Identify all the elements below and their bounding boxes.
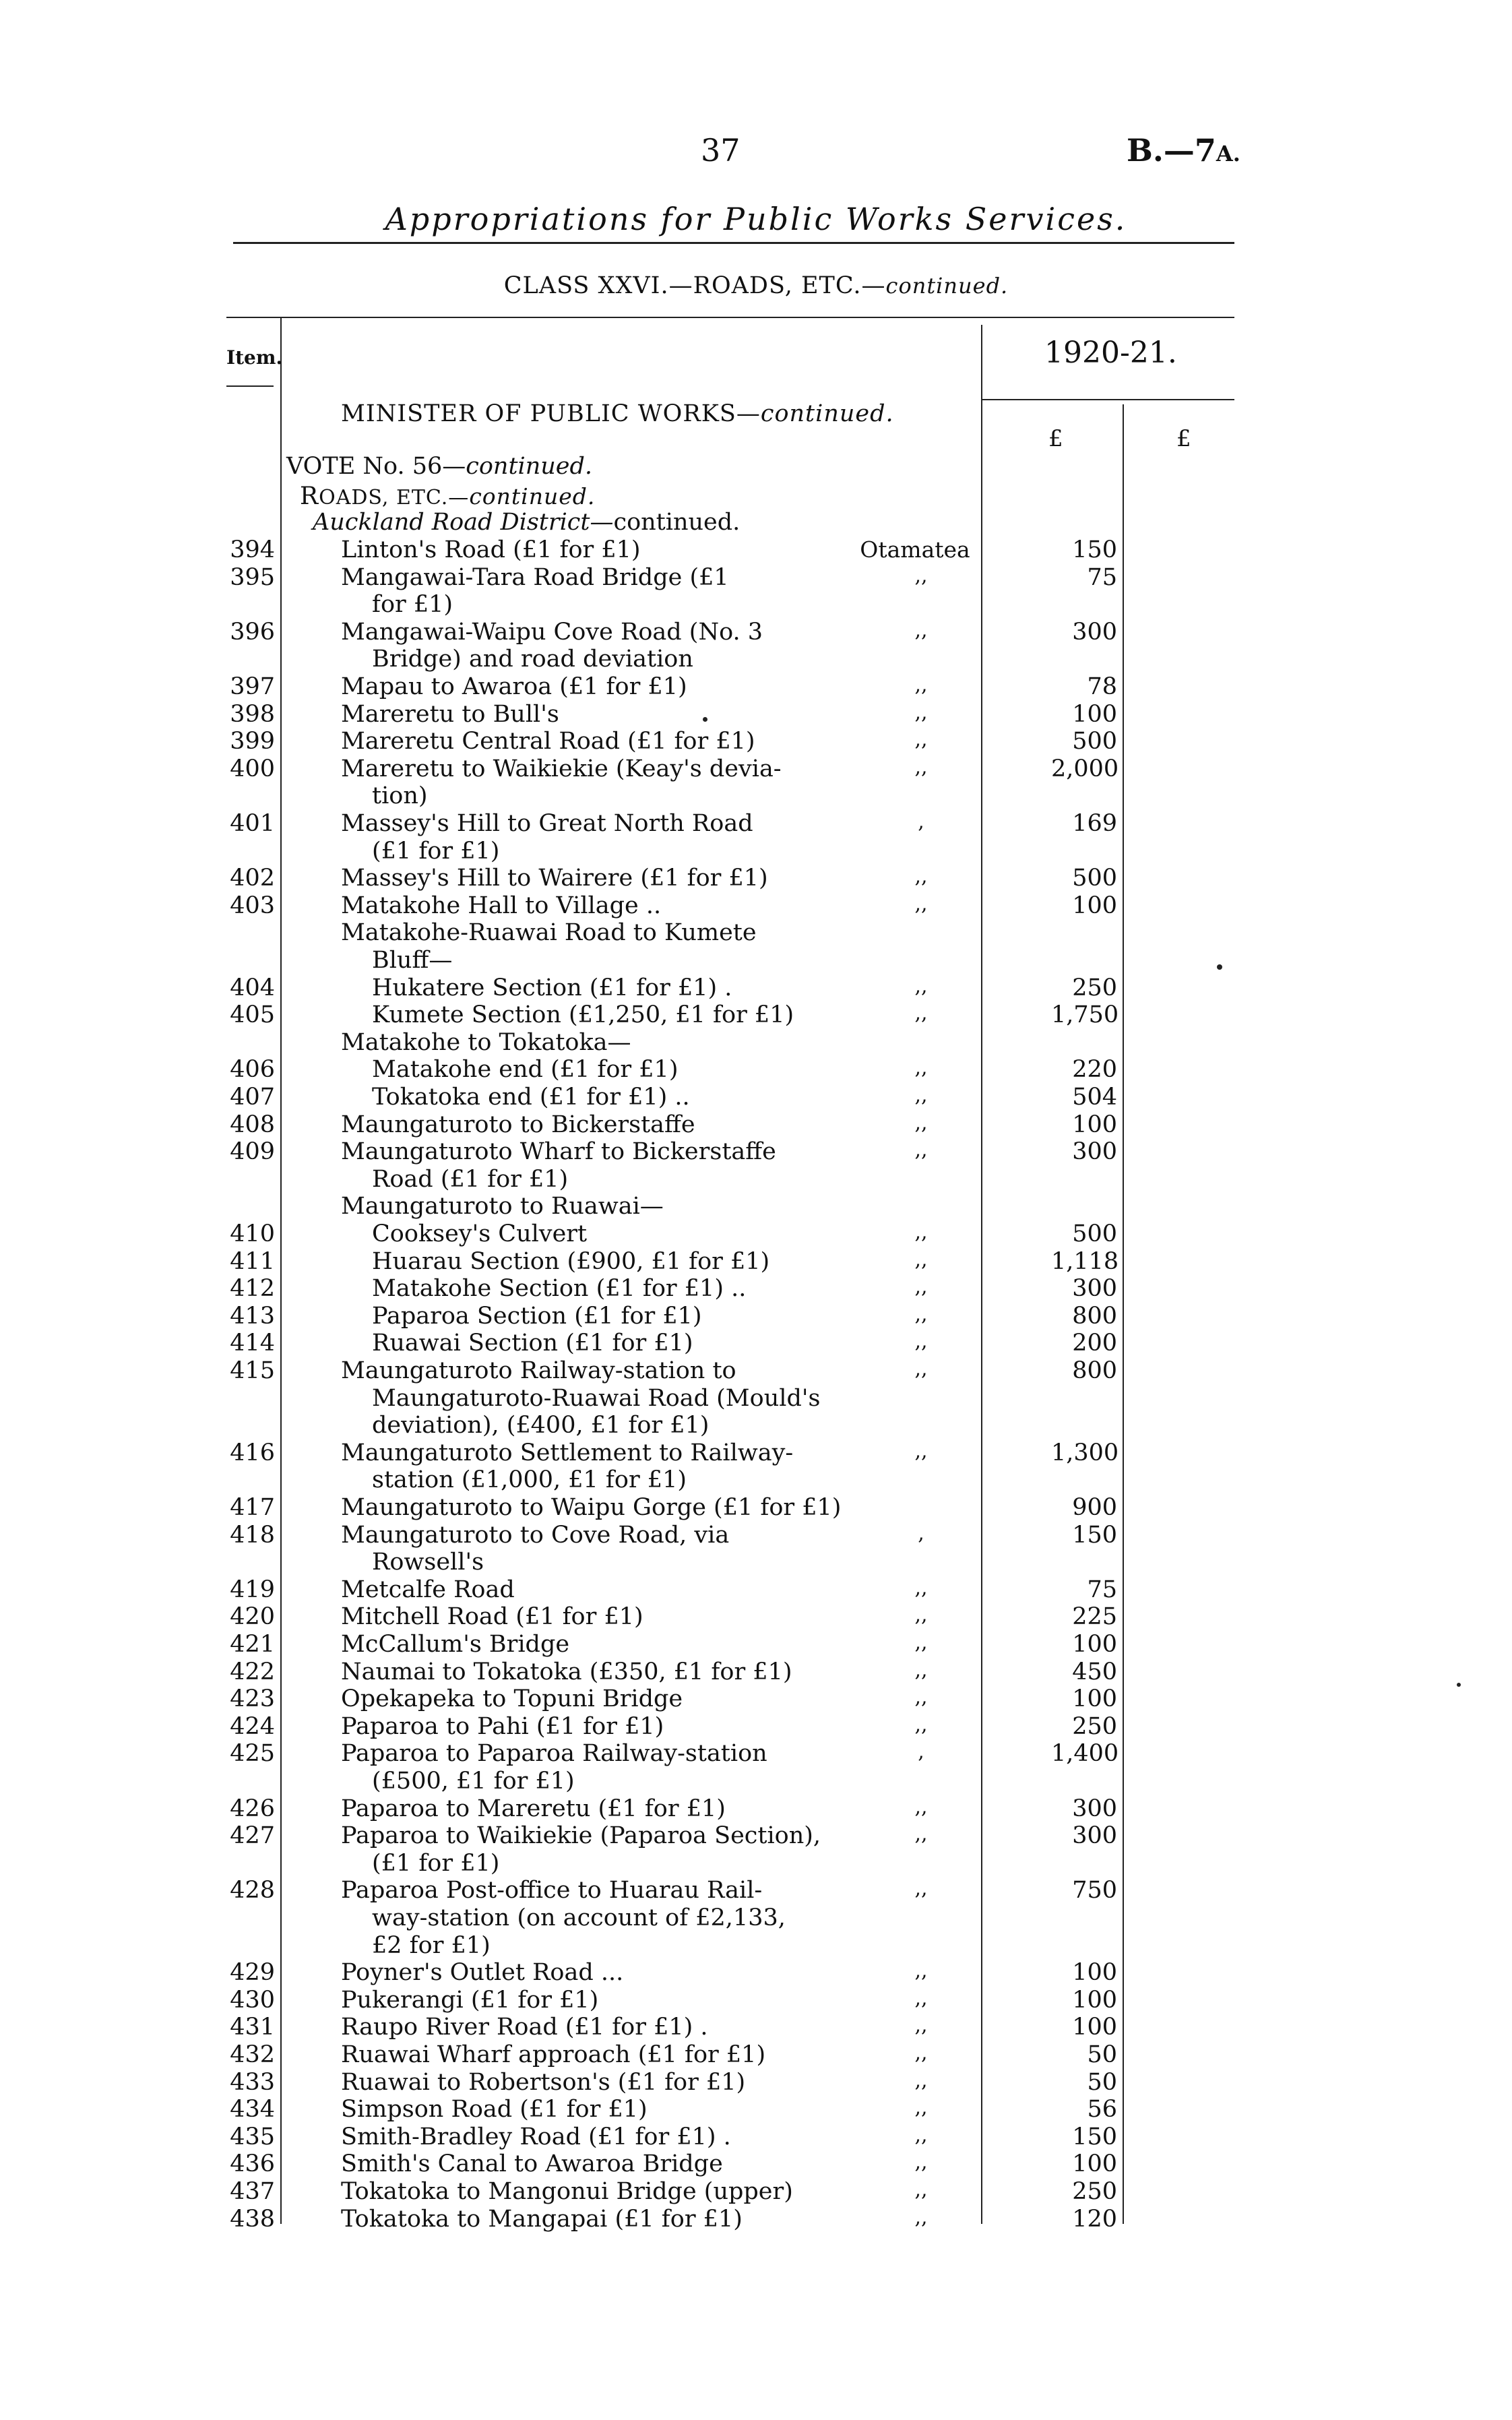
- item-number: 408: [230, 1111, 275, 1138]
- item-number: 422: [230, 1658, 275, 1685]
- item-number: 430: [230, 1986, 275, 2014]
- item-description-continued: Rowsell's: [372, 1549, 484, 1576]
- amount-value: 300: [1072, 1275, 1117, 1303]
- amount-value: 225: [1072, 1603, 1117, 1631]
- amount-value: 75: [1087, 1576, 1117, 1603]
- item-number: 438: [230, 2205, 275, 2233]
- item-number: 401: [230, 810, 275, 837]
- item-description: Matakohe Section (£1 for £1) ..: [372, 1275, 747, 1303]
- item-description: Massey's Hill to Wairere (£1 for £1): [341, 865, 768, 892]
- district-ditto: ,,: [914, 1302, 928, 1326]
- amount-value: 300: [1072, 1795, 1117, 1822]
- ref-main: B.—7: [1127, 132, 1216, 168]
- minister-heading: [341, 400, 894, 427]
- item-description: Ruawai to Robertson's (£1 for £1): [341, 2068, 746, 2096]
- amount-value: 200: [1072, 1330, 1117, 1357]
- item-column-header: Item.: [226, 346, 283, 369]
- district-ditto: ,,: [914, 2178, 928, 2202]
- item-description-continued: (£1 for £1): [372, 837, 500, 865]
- vote-continued: continued.: [466, 453, 593, 480]
- item-description: Matakohe-Ruawai Road to Kumete: [341, 919, 757, 947]
- amount-value: 450: [1072, 1658, 1117, 1685]
- item-header-underline: [226, 385, 274, 387]
- amount-value: 50: [1087, 2041, 1117, 2068]
- item-description: Simpson Road (£1 for £1): [341, 2096, 648, 2123]
- district-ditto: ,: [918, 1521, 924, 1545]
- district-ditto: Otamatea: [860, 536, 970, 563]
- amount-value: 900: [1072, 1494, 1117, 1521]
- district-ditto: ,,: [914, 2150, 928, 2175]
- pound-sign-header-2: £: [1176, 425, 1191, 452]
- item-number: 420: [230, 1603, 275, 1631]
- district-ditto: ,,: [914, 1658, 928, 1682]
- district-heading: [313, 509, 740, 536]
- item-description: Linton's Road (£1 for £1): [341, 536, 641, 563]
- item-number: 402: [230, 865, 275, 892]
- district-ditto: ,,: [914, 1822, 928, 1847]
- item-number: 423: [230, 1685, 275, 1713]
- district-ditto: ,,: [914, 1138, 928, 1162]
- table-top-rule: [226, 317, 1234, 318]
- district-ditto: ,,: [914, 2096, 928, 2120]
- amount-value: 1,300: [1051, 1439, 1119, 1466]
- item-number: 425: [230, 1740, 275, 1768]
- item-description: McCallum's Bridge: [341, 1631, 570, 1658]
- item-description: Mareretu Central Road (£1 for £1): [341, 728, 755, 755]
- amount-value: 800: [1072, 1357, 1117, 1384]
- item-description-continued: deviation), (£400, £1 for £1): [372, 1412, 710, 1439]
- amount-value: 100: [1072, 1631, 1117, 1658]
- item-description: Maungaturoto to Waipu Gorge (£1 for £1): [341, 1494, 842, 1521]
- amount-value: 100: [1072, 2014, 1117, 2041]
- item-description: Raupo River Road (£1 for £1) .: [341, 2014, 708, 2041]
- district-ditto: ,,: [914, 1001, 928, 1026]
- item-number: 415: [230, 1357, 275, 1384]
- item-number: 419: [230, 1576, 275, 1603]
- item-description: Mangawai-Tara Road Bridge (£1: [341, 563, 729, 591]
- amount-value: 78: [1087, 673, 1117, 700]
- district-ditto: ,,: [914, 1986, 928, 2010]
- amount-value: 500: [1072, 1220, 1117, 1247]
- class-continued: continued.: [885, 273, 1009, 299]
- item-description: Paparoa to Pahi (£1 for £1): [341, 1712, 664, 1740]
- item-description: Huarau Section (£900, £1 for £1): [372, 1247, 770, 1275]
- item-description: Paparoa Post-office to Huarau Rail-: [341, 1877, 763, 1904]
- amount-value: 100: [1072, 892, 1117, 919]
- district-ditto: ,,: [914, 1439, 928, 1463]
- item-description: Paparoa Section (£1 for £1): [372, 1302, 702, 1330]
- item-number: 406: [230, 1056, 275, 1084]
- district-name: Auckland Road District—: [313, 509, 614, 536]
- item-description: Poyner's Outlet Road ...: [341, 1959, 624, 1987]
- district-ditto: ,,: [914, 1712, 928, 1737]
- item-number: 417: [230, 1494, 275, 1521]
- amount-value: 100: [1072, 1111, 1117, 1138]
- district-ditto: ,,: [914, 1220, 928, 1244]
- item-number: 428: [230, 1877, 275, 1904]
- vote-heading: [286, 453, 592, 480]
- item-description: Mareretu to Waikiekie (Keay's devia-: [341, 755, 782, 782]
- item-description: Matakohe to Tokatoka—: [341, 1028, 631, 1056]
- amount-column-mid-divider: [1123, 404, 1124, 2224]
- item-description: Massey's Hill to Great North Road: [341, 810, 753, 837]
- district-ditto: ,,: [914, 2014, 928, 2038]
- item-description: Matakohe end (£1 for £1): [372, 1056, 679, 1084]
- print-speck: [1457, 1683, 1461, 1687]
- item-number: 396: [230, 618, 275, 646]
- amount-value: 120: [1072, 2205, 1117, 2233]
- district-ditto: ,,: [914, 618, 928, 642]
- item-description: Kumete Section (£1,250, £1 for £1): [372, 1001, 794, 1029]
- amount-value: 500: [1072, 865, 1117, 892]
- amount-value: 250: [1072, 1712, 1117, 1740]
- item-number: 398: [230, 700, 275, 728]
- district-ditto: ,,: [914, 2068, 928, 2092]
- amount-value: 1,400: [1051, 1740, 1119, 1768]
- item-number: 431: [230, 2014, 275, 2041]
- minister-continued: continued.: [760, 400, 894, 427]
- item-description-continued: (£500, £1 for £1): [372, 1768, 575, 1795]
- item-description-continued: for £1): [372, 591, 453, 619]
- page-title: Appropriations for Public Works Services.: [385, 201, 1127, 237]
- amount-value: 250: [1072, 974, 1117, 1001]
- item-number: 409: [230, 1138, 275, 1166]
- document-reference: [1127, 132, 1240, 168]
- item-number: 410: [230, 1220, 275, 1247]
- item-description: Paparoa to Paparoa Railway-station: [341, 1740, 767, 1768]
- amount-value: 300: [1072, 1822, 1117, 1850]
- amount-value: 150: [1072, 536, 1117, 563]
- item-number: 394: [230, 536, 275, 563]
- district-ditto: ,,: [914, 563, 928, 588]
- district-ditto: ,: [918, 1740, 924, 1764]
- amount-value: 150: [1072, 1521, 1117, 1549]
- district-ditto: ,,: [914, 1959, 928, 1983]
- amount-value: 300: [1072, 618, 1117, 646]
- item-number: 432: [230, 2041, 275, 2068]
- amount-value: 100: [1072, 1959, 1117, 1987]
- roads-rest: OADS, ETC.—: [319, 486, 470, 509]
- district-ditto: ,,: [914, 1357, 928, 1381]
- item-description: Mapau to Awaroa (£1 for £1): [341, 673, 687, 700]
- item-number: 407: [230, 1084, 275, 1111]
- amount-value: 1,118: [1051, 1247, 1119, 1275]
- item-number: 412: [230, 1275, 275, 1303]
- roads-heading: [300, 483, 595, 510]
- pound-sign-header-1: £: [1048, 425, 1063, 452]
- item-description: Maungaturoto Settlement to Railway-: [341, 1439, 794, 1466]
- district-ditto: ,,: [914, 700, 928, 724]
- district-ditto: ,,: [914, 2041, 928, 2065]
- district-ditto: ,,: [914, 755, 928, 779]
- item-description: Mareretu to Bull's: [341, 700, 559, 728]
- district-ditto: ,,: [914, 2205, 928, 2229]
- item-number: 426: [230, 1795, 275, 1822]
- item-description: Maungaturoto to Bickerstaffe: [341, 1111, 695, 1138]
- amount-value: 169: [1072, 810, 1117, 837]
- item-description: Ruawai Wharf approach (£1 for £1): [341, 2041, 766, 2068]
- item-description-continued: (£1 for £1): [372, 1849, 500, 1877]
- item-description: Hukatere Section (£1 for £1) .: [372, 974, 732, 1001]
- amount-value: 504: [1072, 1084, 1117, 1111]
- amount-value: 1,750: [1051, 1001, 1119, 1029]
- amount-value: 56: [1087, 2096, 1117, 2123]
- item-number: 437: [230, 2178, 275, 2205]
- print-speck: [703, 717, 707, 722]
- item-number: 421: [230, 1631, 275, 1658]
- district-continued: continued.: [613, 509, 741, 536]
- district-ditto: ,,: [914, 1685, 928, 1710]
- amount-value: 800: [1072, 1302, 1117, 1330]
- district-ditto: ,,: [914, 728, 928, 752]
- amount-value: 75: [1087, 563, 1117, 591]
- district-ditto: ,,: [914, 1877, 928, 1901]
- amount-value: 250: [1072, 2178, 1117, 2205]
- district-ditto: ,,: [914, 1330, 928, 1354]
- class-heading: [0, 272, 1512, 299]
- amount-value: 100: [1072, 2150, 1117, 2178]
- item-number: 435: [230, 2123, 275, 2150]
- ref-suffix: A.: [1216, 141, 1240, 166]
- item-description-continued: way-station (on account of £2,133,: [372, 1904, 786, 1931]
- item-number: 399: [230, 728, 275, 755]
- item-description: Cooksey's Culvert: [372, 1220, 588, 1247]
- amount-value: 300: [1072, 1138, 1117, 1166]
- item-number: 424: [230, 1712, 275, 1740]
- district-ditto: ,,: [914, 1631, 928, 1654]
- district-ditto: ,,: [914, 1576, 928, 1600]
- item-number: 427: [230, 1822, 275, 1850]
- district-ditto: ,: [918, 810, 924, 834]
- amount-value: 100: [1072, 700, 1117, 728]
- roads-continued: continued.: [469, 483, 596, 509]
- district-ditto: ,,: [914, 892, 928, 916]
- item-description: Maungaturoto to Cove Road, via: [341, 1521, 730, 1549]
- item-description: Ruawai Section (£1 for £1): [372, 1330, 693, 1357]
- district-ditto: ,,: [914, 865, 928, 889]
- item-number: 397: [230, 673, 275, 700]
- district-ditto: ,,: [914, 673, 928, 697]
- item-description-continued: tion): [372, 782, 428, 810]
- roads-initial: R: [300, 483, 319, 510]
- district-ditto: ,,: [914, 1056, 928, 1080]
- item-description-continued: Road (£1 for £1): [372, 1165, 569, 1193]
- item-number: 418: [230, 1521, 275, 1549]
- item-number: 416: [230, 1439, 275, 1466]
- amount-value: 500: [1072, 728, 1117, 755]
- item-description: Maungaturoto Railway-station to: [341, 1357, 736, 1384]
- district-ditto: ,,: [914, 1795, 928, 1819]
- item-description: Smith's Canal to Awaroa Bridge: [341, 2150, 723, 2178]
- item-description-continued: station (£1,000, £1 for £1): [372, 1466, 687, 1494]
- item-description: Naumai to Tokatoka (£350, £1 for £1): [341, 1658, 792, 1685]
- amount-value: 150: [1072, 2123, 1117, 2150]
- item-description: Maungaturoto Wharf to Bickerstaffe: [341, 1138, 776, 1166]
- district-ditto: ,,: [914, 1603, 928, 1627]
- district-ditto: ,,: [914, 2123, 928, 2147]
- item-number: 395: [230, 563, 275, 591]
- page-number: 37: [701, 132, 741, 168]
- item-number: 436: [230, 2150, 275, 2178]
- item-description: Paparoa to Mareretu (£1 for £1): [341, 1795, 726, 1822]
- amount-column-left-divider: [981, 325, 982, 2224]
- item-number: 414: [230, 1330, 275, 1357]
- amount-value: 750: [1072, 1877, 1117, 1904]
- item-number: 403: [230, 892, 275, 919]
- class-main: CLASS XXVI.—ROADS, ETC.—: [503, 272, 886, 299]
- print-speck: [1217, 964, 1222, 970]
- amount-value: 2,000: [1051, 755, 1119, 782]
- year-column-header: 1920-21.: [1044, 336, 1177, 370]
- item-number: 404: [230, 974, 275, 1001]
- item-description-continued: £2 for £1): [372, 1931, 491, 1959]
- amount-value: 220: [1072, 1056, 1117, 1084]
- item-description: Paparoa to Waikiekie (Paparoa Section),: [341, 1822, 821, 1850]
- district-ditto: ,,: [914, 1084, 928, 1107]
- district-ditto: ,,: [914, 1275, 928, 1299]
- item-number: 405: [230, 1001, 275, 1029]
- item-description: Mangawai-Waipu Cove Road (No. 3: [341, 618, 763, 646]
- item-description-continued: Bluff—: [372, 947, 453, 974]
- item-number: 429: [230, 1959, 275, 1987]
- item-description: Matakohe Hall to Village ..: [341, 892, 662, 919]
- district-ditto: ,,: [914, 1247, 928, 1272]
- item-number: 434: [230, 2096, 275, 2123]
- item-description: Metcalfe Road: [341, 1576, 515, 1603]
- item-column-divider: [280, 317, 282, 2224]
- item-description: Tokatoka to Mangapai (£1 for £1): [341, 2205, 743, 2233]
- minister-main: MINISTER OF PUBLIC WORKS—: [341, 400, 761, 427]
- item-description: Opekapeka to Topuni Bridge: [341, 1685, 683, 1713]
- item-number: 411: [230, 1247, 275, 1275]
- amount-value: 50: [1087, 2068, 1117, 2096]
- item-description: Pukerangi (£1 for £1): [341, 1986, 599, 2014]
- item-number: 433: [230, 2068, 275, 2096]
- amount-value: 100: [1072, 1685, 1117, 1713]
- item-description: Maungaturoto to Ruawai—: [341, 1193, 664, 1220]
- vote-main: VOTE No. 56—: [286, 453, 466, 480]
- item-description-continued: Maungaturoto-Ruawai Road (Mould's: [372, 1384, 821, 1412]
- item-description: Tokatoka to Mangonui Bridge (upper): [341, 2178, 793, 2205]
- district-ditto: ,,: [914, 1111, 928, 1135]
- item-description: Mitchell Road (£1 for £1): [341, 1603, 643, 1631]
- title-rule: [233, 242, 1234, 244]
- item-number: 413: [230, 1302, 275, 1330]
- district-ditto: ,,: [914, 974, 928, 998]
- year-underline: [981, 399, 1234, 400]
- item-description: Tokatoka end (£1 for £1) ..: [372, 1084, 690, 1111]
- item-description: Smith-Bradley Road (£1 for £1) .: [341, 2123, 731, 2150]
- item-number: 400: [230, 755, 275, 782]
- amount-value: 100: [1072, 1986, 1117, 2014]
- item-description-continued: Bridge) and road deviation: [372, 646, 693, 673]
